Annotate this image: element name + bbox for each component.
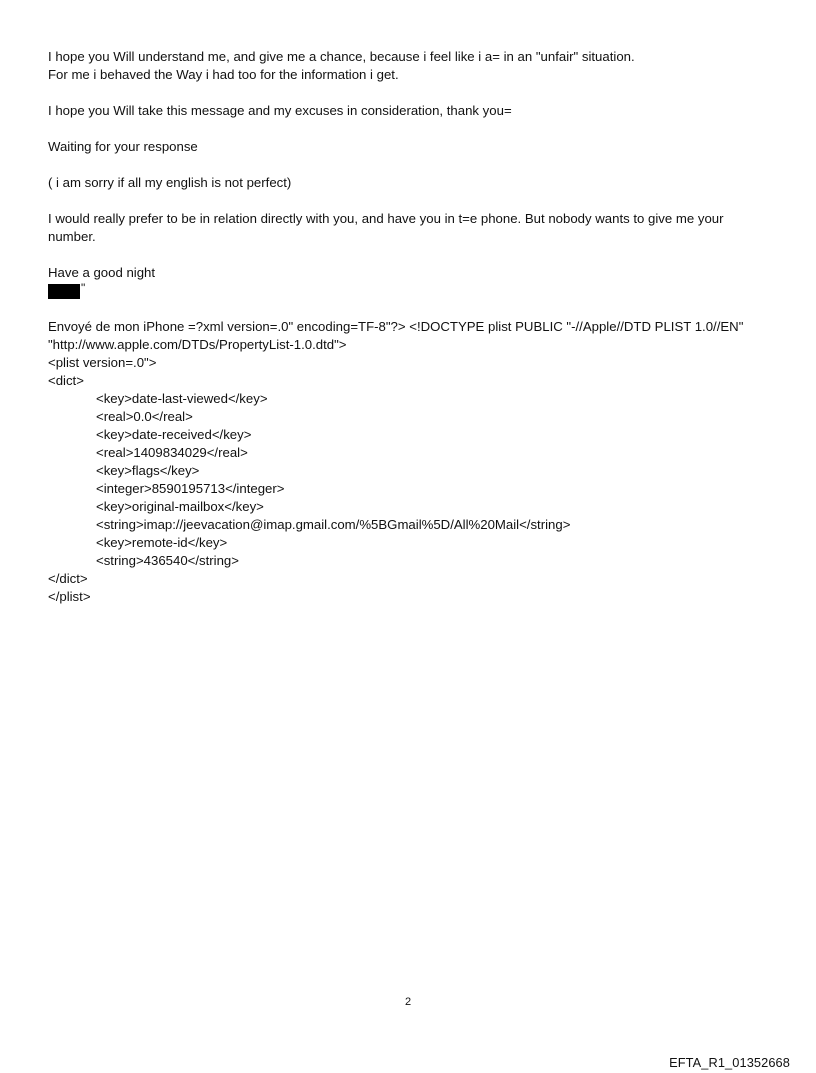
closing-line: Have a good night [48,265,156,280]
spacer [48,120,768,138]
paragraph-2: I hope you Will take this message and my excuses in consideration, thank you= [48,103,512,118]
paragraph-5-line-1: I would really prefer to be in relation directly with you, and have you in t=e phone. But nobody wants to give me your [48,211,724,226]
dict-line: <key>date-last-viewed</key> [96,391,268,406]
xml-end-dict: </dict> [48,571,88,586]
paragraph-1-line-2: For me i behaved the Way i had too for the information i get. [48,67,399,82]
spacer [48,156,768,174]
page-number: 2 [404,996,412,1008]
xml-end-plist: </plist> [48,589,91,604]
redaction-line [48,282,768,300]
redaction-trailing-text: " [81,281,86,295]
spacer [48,246,768,264]
dict-line: <key>remote-id</key> [96,535,228,550]
document-id: EFTA_R1_01352668 [669,1055,790,1070]
xml-line-3: <plist version=.0"> [48,355,157,370]
dict-line: <key>original-mailbox</key> [96,499,264,514]
paragraph-3: Waiting for your response [48,139,198,154]
spacer [48,84,768,102]
dict-line: <string>imap://jeevacation@imap.gmail.com/%5BGmail%5D/All%20Mail</string> [96,517,571,532]
paragraph-4: ( i am sorry if all my english is not perfect) [48,175,292,190]
dict-line: <real>0.0</real> [96,409,193,424]
paragraph-1-line-1: I hope you Will understand me, and give me a chance, because i feel like i a= in an "unfair" situation. [48,49,635,64]
dict-line: <key>date-received</key> [96,427,252,442]
xml-line-2: "http://www.apple.com/DTDs/PropertyList-1.0.dtd"> [48,337,347,352]
dict-line: <real>1409834029</real> [96,445,248,460]
document-body [48,48,768,606]
paragraph-5-line-2: number. [48,229,96,244]
dict-line: <string>436540</string> [96,553,239,568]
redaction-box [48,284,80,299]
dict-line: <integer>8590195713</integer> [96,481,285,496]
spacer [48,192,768,210]
dict-line: <key>flags</key> [96,463,200,478]
spacer [48,300,768,318]
xml-line-1: Envoyé de mon iPhone =?xml version=.0" encoding=TF-8"?> <!DOCTYPE plist PUBLIC "-//Apple//DTD PLIST 1.0//EN" [48,319,744,334]
xml-line-4: <dict> [48,373,84,388]
